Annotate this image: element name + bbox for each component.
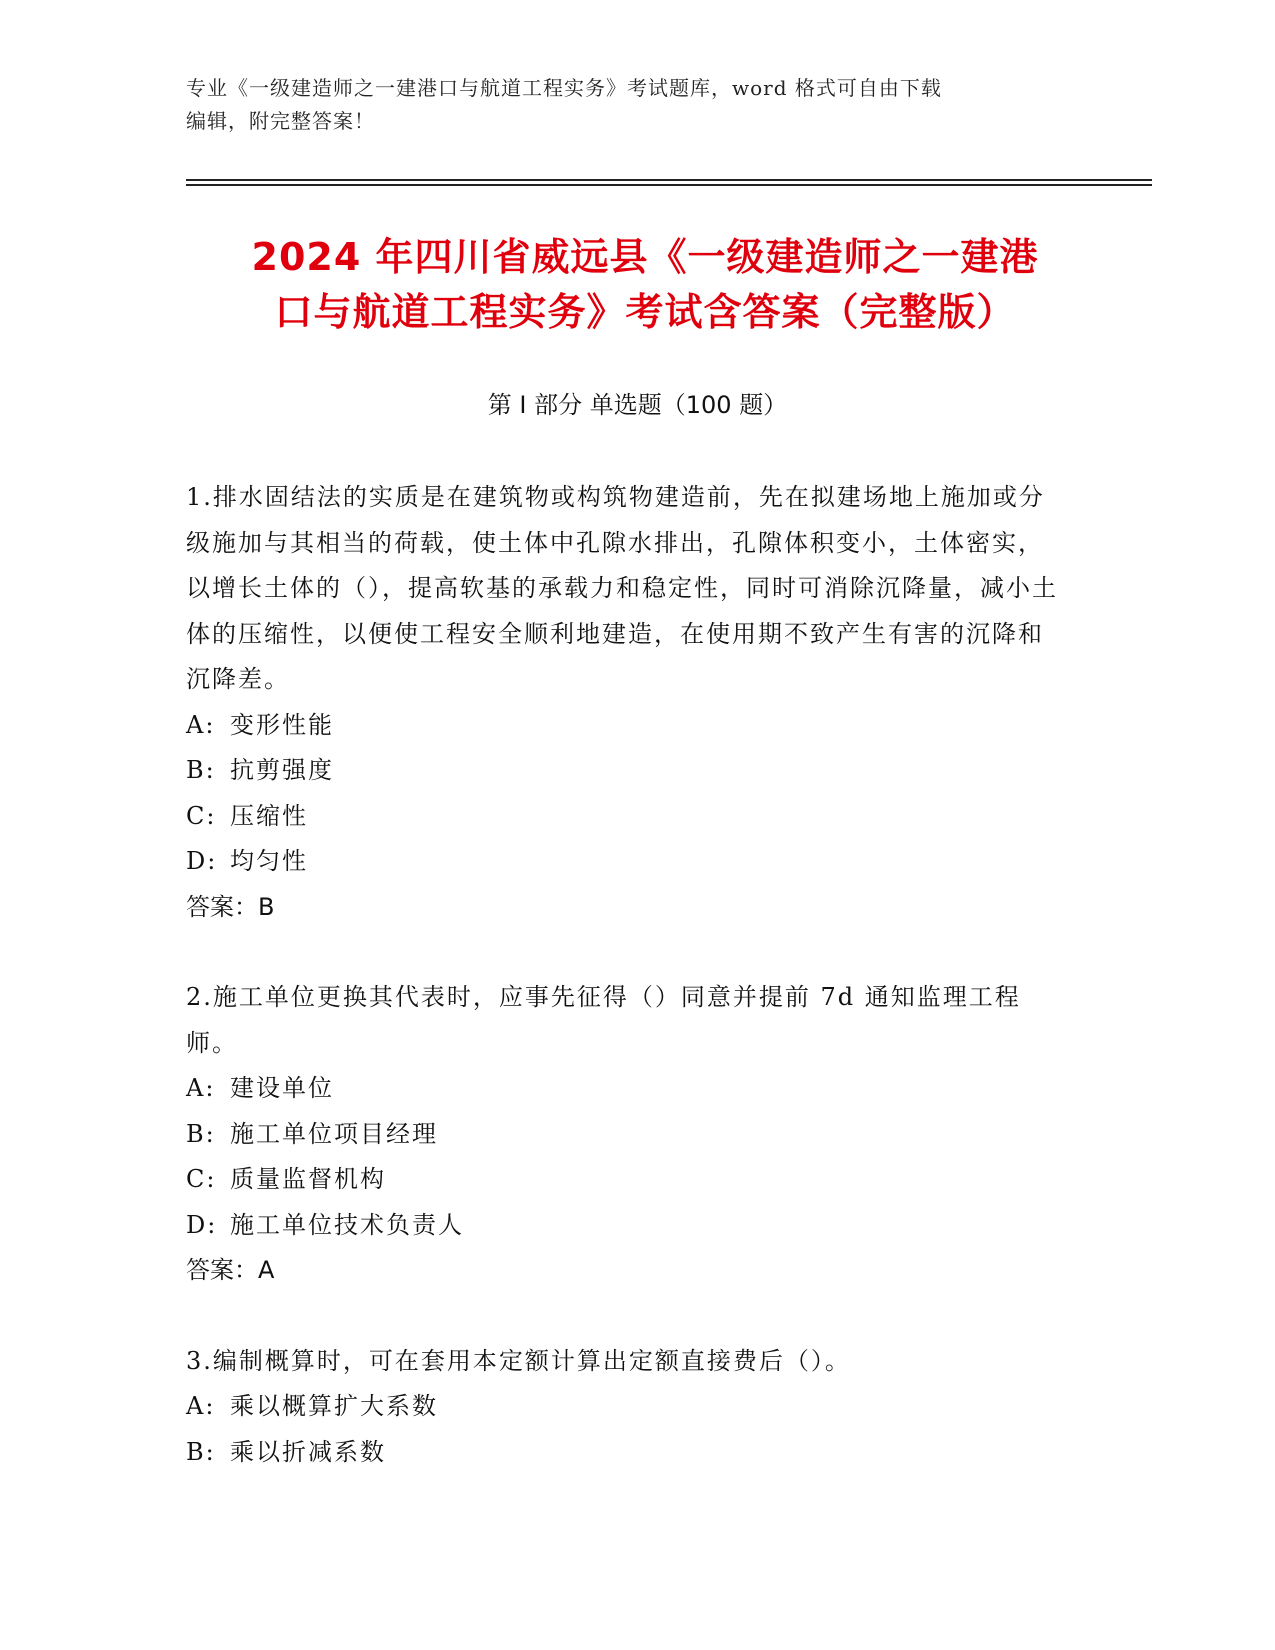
- question-3: [186, 1339, 1066, 1476]
- option-d: [186, 839, 1066, 885]
- option-key: D:: [186, 847, 218, 875]
- option-text: 施工单位技术负责人: [230, 1210, 464, 1239]
- option-key: B:: [186, 1437, 216, 1466]
- document-title-line-2: 口与航道工程实务》考试含答案（完整版）: [274, 290, 1016, 334]
- option-c: [186, 794, 1066, 840]
- option-text: 施工单位项目经理: [230, 1119, 438, 1148]
- option-key: A:: [186, 710, 216, 739]
- option-b: [186, 1430, 1066, 1476]
- document-title-line-1: 2024 年四川省威远县《一级建造师之一建港: [251, 235, 1039, 279]
- option-key: A:: [186, 1074, 216, 1102]
- option-key: C:: [186, 1165, 217, 1193]
- header-divider-bottom: [186, 184, 1152, 186]
- option-key: C:: [186, 801, 217, 830]
- option-text: 变形性能: [230, 710, 334, 739]
- answer-line: 答案：A: [186, 1256, 275, 1284]
- option-a: [186, 1066, 1066, 1112]
- option-key: B:: [186, 1119, 216, 1148]
- header-note-line-2: 编辑，附完整答案！: [186, 109, 375, 133]
- question-stem: 3.编制概算时，可在套用本定额计算出定额直接费后（）。: [186, 1346, 851, 1375]
- option-d: [186, 1203, 1066, 1249]
- option-text: 压缩性: [230, 801, 308, 830]
- header-divider-top: [186, 179, 1152, 181]
- answer-line: 答案：B: [186, 892, 275, 921]
- option-b: [186, 1112, 1066, 1158]
- question-list: [186, 475, 1066, 1520]
- section-heading: 第 I 部分 单选题（100 题）: [487, 391, 788, 419]
- option-text: 均匀性: [230, 847, 308, 875]
- option-c: [186, 1157, 1066, 1203]
- option-key: A:: [186, 1392, 216, 1420]
- question-2: [186, 975, 1066, 1294]
- question-1: [186, 475, 1066, 930]
- header-note: [186, 72, 1086, 138]
- option-text: 抗剪强度: [230, 756, 334, 784]
- question-stem: 2.施工单位更换其代表时，应事先征得（）同意并提前 7d 通知监理工程师。: [186, 983, 1021, 1057]
- header-note-line-1: 专业《一级建造师之一建港口与航道工程实务》考试题库，word 格式可自由下载: [186, 76, 942, 100]
- option-b: [186, 748, 1066, 794]
- document-title: [190, 230, 1100, 340]
- option-text: 乘以概算扩大系数: [230, 1392, 438, 1420]
- option-a: [186, 703, 1066, 749]
- option-a: [186, 1384, 1066, 1430]
- option-key: B:: [186, 756, 216, 784]
- option-key: D:: [186, 1210, 218, 1239]
- option-text: 质量监督机构: [230, 1165, 386, 1193]
- option-text: 乘以折减系数: [230, 1437, 386, 1466]
- option-text: 建设单位: [230, 1074, 334, 1102]
- question-stem: 1.排水固结法的实质是在建筑物或构筑物建造前，先在拟建场地上施加或分级施加与其相当的荷载，使土体中孔隙水排出，孔隙体积变小，土体密实，以增长土体的（），提高软基的承载力和稳定性，同时可消除沉降量，减小土体的压缩性，以便使工程安全顺利地建造，在使用期不致产生有害的沉降和沉降差。: [186, 483, 1058, 693]
